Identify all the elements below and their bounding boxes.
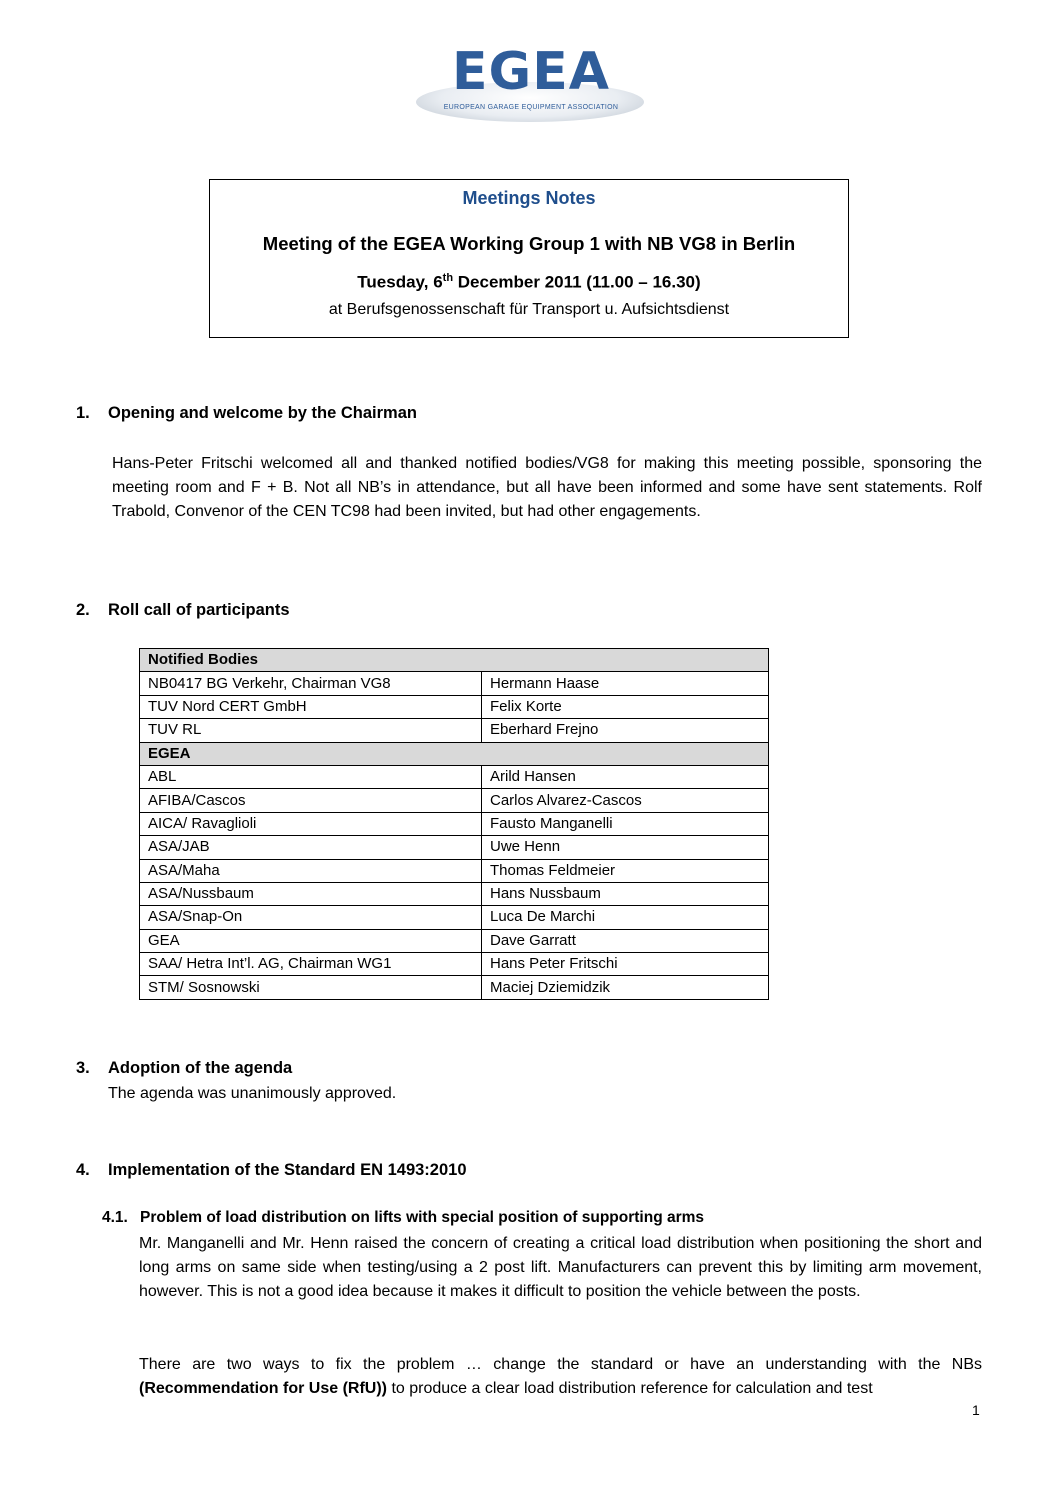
table-row bbox=[140, 765, 769, 788]
table-row bbox=[140, 695, 769, 718]
section-1-heading: 1. Opening and welcome by the Chairman bbox=[76, 404, 417, 422]
organization-cell: ASA/Nussbaum bbox=[140, 882, 482, 905]
meeting-title: Meeting of the EGEA Working Group 1 with NB VG8 in Berlin bbox=[262, 233, 796, 254]
organization-cell: ASA/Maha bbox=[140, 859, 482, 882]
logo-subtitle: EUROPEAN GARAGE EQUIPMENT ASSOCIATION bbox=[443, 104, 619, 111]
table-row bbox=[140, 812, 769, 835]
table-row bbox=[140, 976, 769, 999]
participant-name-cell: Hans Nussbaum bbox=[482, 882, 769, 905]
table-row bbox=[140, 789, 769, 812]
organization-cell: ASA/Snap-On bbox=[140, 906, 482, 929]
section-4-1-paragraph-1: Mr. Manganelli and Mr. Henn raised the concern of creating a critical load distribution when positioning the short and long arms on same side when testing/using a 2 post lift. Manufacturers can prevent this by limiting arm movement, however. This is not a good idea because it makes it difficult to position the vehicle between the posts. bbox=[139, 1235, 982, 1300]
table-row bbox=[140, 906, 769, 929]
table-row bbox=[140, 859, 769, 882]
group-label: Notified Bodies bbox=[140, 649, 769, 672]
section-4-1-heading: 4.1. Problem of load distribution on lifts with special position of supporting arms bbox=[102, 1209, 705, 1226]
organization-cell: TUV Nord CERT GmbH bbox=[140, 695, 482, 718]
participant-name-cell: Eberhard Frejno bbox=[482, 719, 769, 742]
table-row bbox=[140, 719, 769, 742]
table-group-header bbox=[140, 742, 769, 765]
participant-name-cell: Luca De Marchi bbox=[482, 906, 769, 929]
participant-name-cell: Fausto Manganelli bbox=[482, 812, 769, 835]
participant-name-cell: Hermann Haase bbox=[482, 672, 769, 695]
participant-name-cell: Thomas Feldmeier bbox=[482, 859, 769, 882]
logo-wordmark: EGEA bbox=[452, 42, 610, 102]
organization-cell: ASA/JAB bbox=[140, 836, 482, 859]
egea-logo bbox=[416, 42, 646, 124]
participant-name-cell: Dave Garratt bbox=[482, 929, 769, 952]
participant-name-cell: Uwe Henn bbox=[482, 836, 769, 859]
organization-cell: SAA/ Hetra Int’l. AG, Chairman WG1 bbox=[140, 953, 482, 976]
section-2-heading: 2. Roll call of participants bbox=[76, 601, 290, 619]
group-label: EGEA bbox=[140, 742, 769, 765]
table-row bbox=[140, 953, 769, 976]
table-row bbox=[140, 836, 769, 859]
participant-name-cell: Carlos Alvarez-Cascos bbox=[482, 789, 769, 812]
title-box bbox=[209, 179, 849, 338]
section-1-text: Hans-Peter Fritschi welcomed all and thanked notified bodies/VG8 for making this meeting possible, sponsoring the meeting room and F + B. Not all NB’s in attendance, but all have been informed and some have sent statements. Rolf Trabold, Convenor of the CEN TC98 had been invited, but had other engagements. bbox=[112, 455, 982, 520]
organization-cell: AFIBA/Cascos bbox=[140, 789, 482, 812]
participant-name-cell: Maciej Dziemidzik bbox=[482, 976, 769, 999]
organization-cell: STM/ Sosnowski bbox=[140, 976, 482, 999]
section-4-heading: 4. Implementation of the Standard EN 1493:2010 bbox=[76, 1161, 467, 1179]
participant-name-cell: Felix Korte bbox=[482, 695, 769, 718]
participant-name-cell: Arild Hansen bbox=[482, 765, 769, 788]
section-3-heading: 3. Adoption of the agenda bbox=[76, 1059, 293, 1077]
table-row bbox=[140, 672, 769, 695]
participant-name-cell: Hans Peter Fritschi bbox=[482, 953, 769, 976]
table-row bbox=[140, 882, 769, 905]
organization-cell: AICA/ Ravaglioli bbox=[140, 812, 482, 835]
organization-cell: ABL bbox=[140, 765, 482, 788]
meeting-date: Tuesday, 6th December 2011 (11.00 – 16.30) bbox=[357, 272, 701, 292]
participants-table bbox=[139, 648, 769, 1000]
notes-heading: Meetings Notes bbox=[462, 188, 596, 208]
table-row bbox=[140, 929, 769, 952]
section-4-1-paragraph-2: There are two ways to fix the problem … change the standard or have an understanding with the NBs (Recommendation for Use (RfU)) to produce a clear load distribution reference for calculation and test bbox=[139, 1356, 982, 1397]
section-3-text: The agenda was unanimously approved. bbox=[108, 1085, 397, 1102]
organization-cell: TUV RL bbox=[140, 719, 482, 742]
table-group-header bbox=[140, 649, 769, 672]
organization-cell: NB0417 BG Verkehr, Chairman VG8 bbox=[140, 672, 482, 695]
page-number: 1 bbox=[972, 1402, 980, 1418]
organization-cell: GEA bbox=[140, 929, 482, 952]
meeting-venue: at Berufsgenossenschaft für Transport u. Aufsichtsdienst bbox=[328, 301, 730, 318]
